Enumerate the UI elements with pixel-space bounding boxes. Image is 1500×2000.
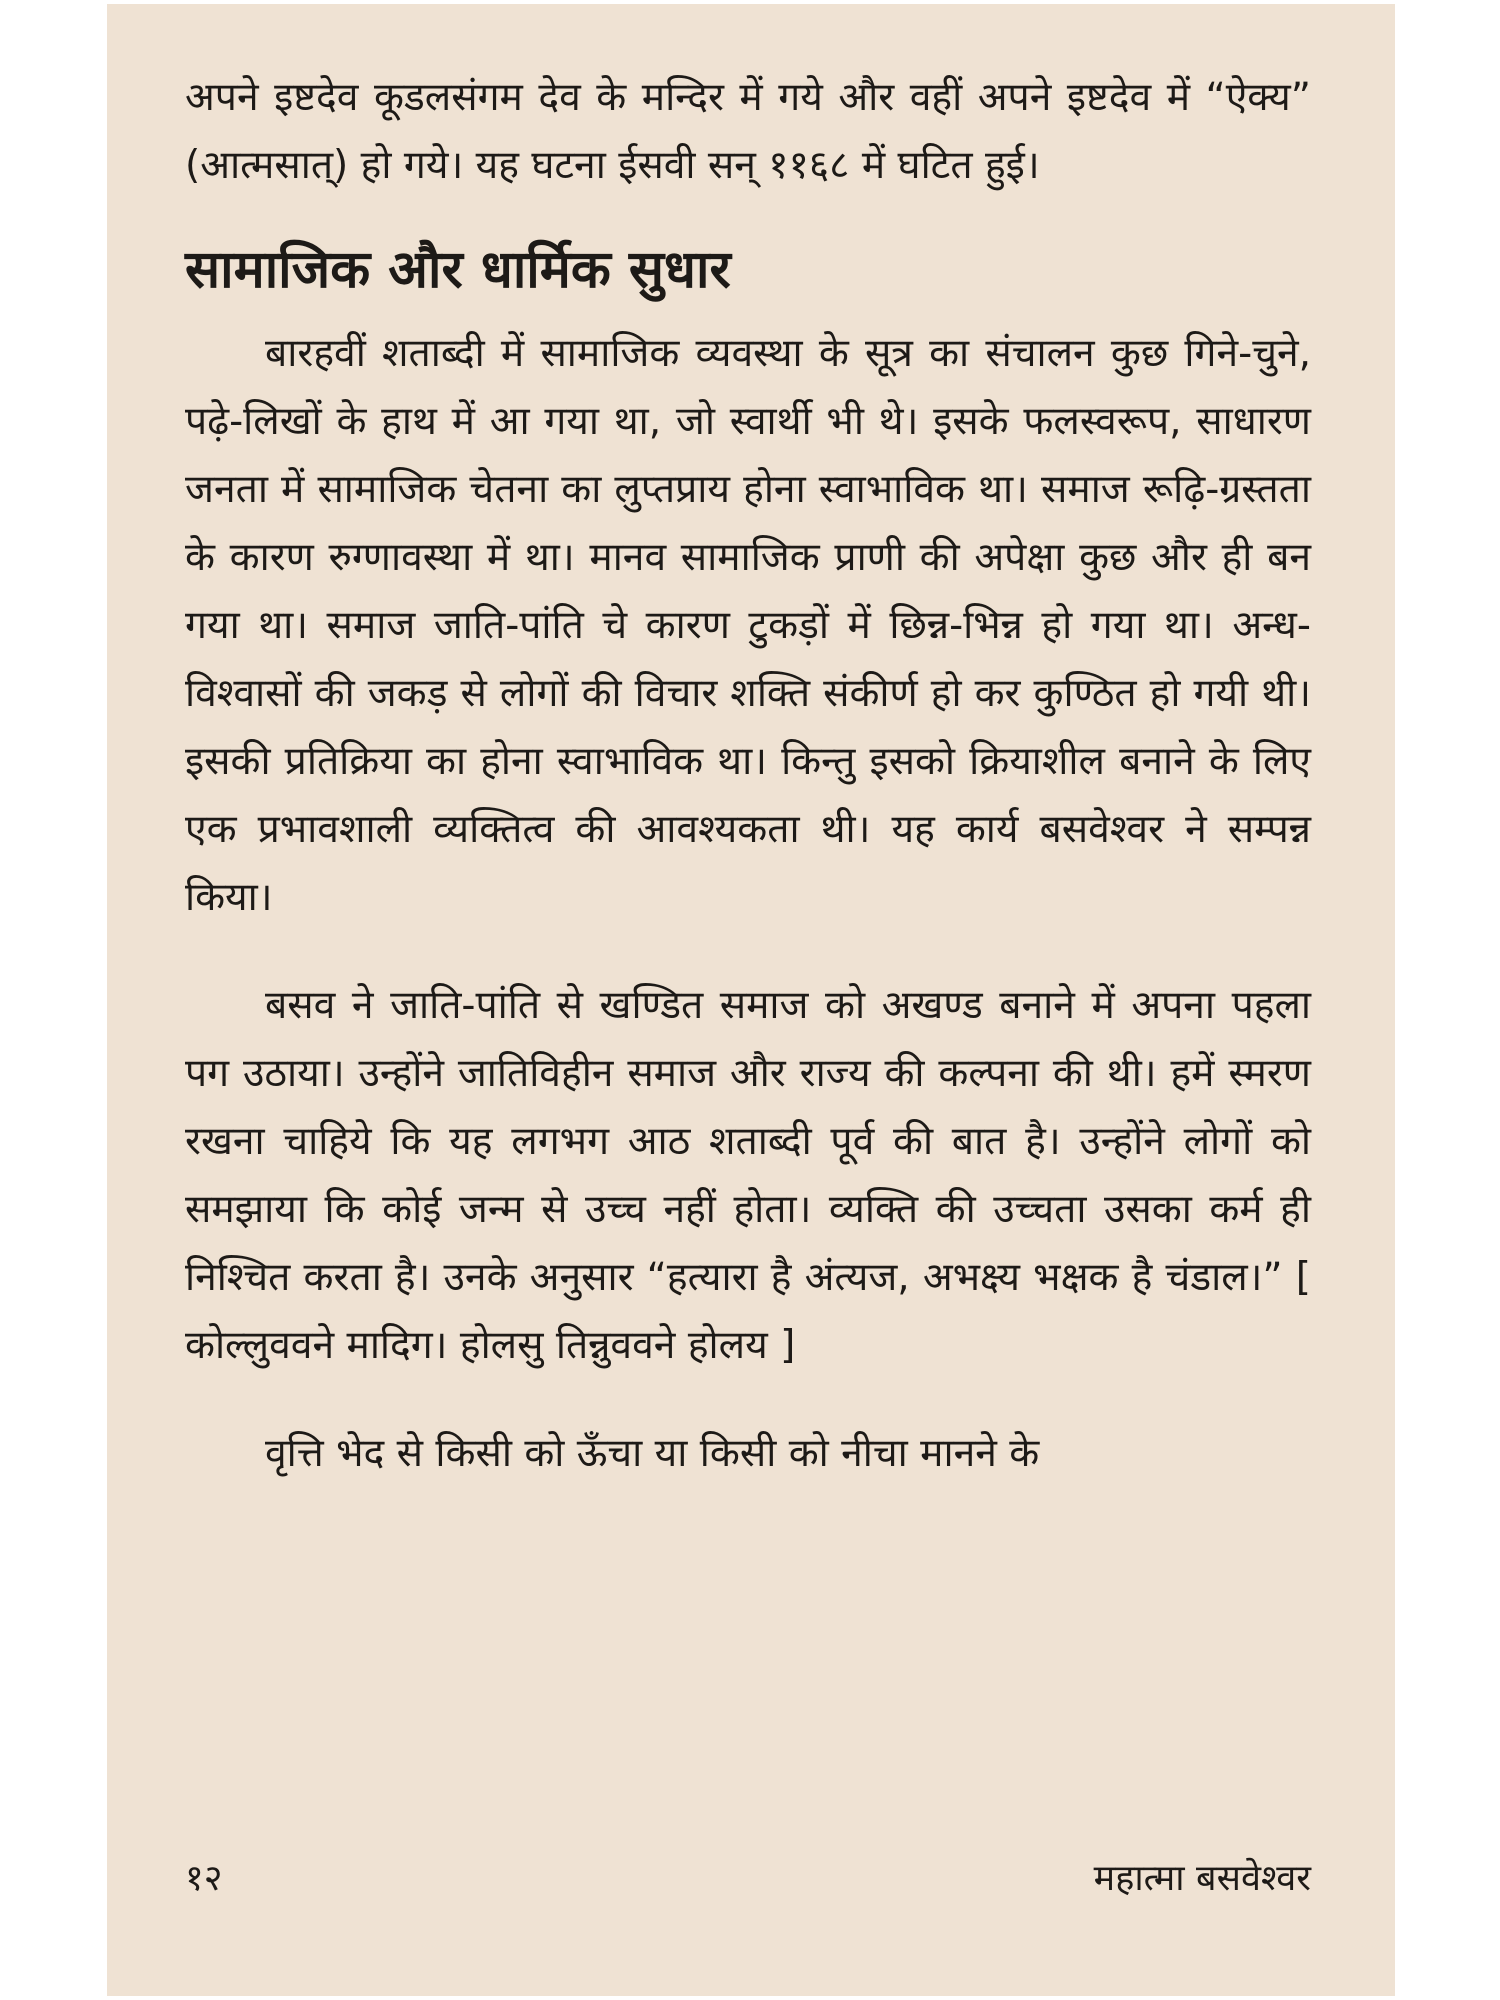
book-page <box>107 4 1395 1996</box>
body-paragraph-2: बसव ने जाति-पांति से खण्डित समाज को अखण्ड बनाने में अपना पहला पग उठाया। उन्होंने जातिविहीन समाज और राज्य की कल्पना की थी। हमें स्मरण रखना चाहिये कि यह लगभग आठ शताब्दी पूर्व की बात है। उन्होंने लोगों को समझाया कि कोई जन्म से उच्च नहीं होता। व्यक्ति की उच्चता उसका कर्म ही निश्चित करता है। उनके अनुसार “हत्यारा है अंत्यज, अभक्ष्य भक्षक है चंडाल।” [ कोल्लुववने मादिग। होलसु तिन्नुववने होलय ] <box>185 983 1311 1368</box>
page-footer <box>185 1852 1311 1912</box>
running-title: महात्मा बसवेश्वर <box>1093 1858 1311 1899</box>
paragraph-gap <box>185 1380 1311 1420</box>
section-heading: सामाजिक और धार्मिक सुधार <box>185 240 731 300</box>
paragraph-gap <box>185 932 1311 972</box>
intro-paragraph: अपने इष्टदेव कूडलसंगम देव के मन्दिर में गये और वहीं अपने इष्टदेव में “ऐक्य” (आत्मसात्) हो गये। यह घटना ईसवी सन् ११६८ में घटित हुई। <box>185 75 1311 188</box>
body-paragraph-1: बारहवीं शताब्दी में सामाजिक व्यवस्था के सूत्र का संचालन कुछ गिने-चुने, पढ़े-लिखों के हाथ में आ गया था, जो स्वार्थी भी थे। इसके फलस्वरूप, साधारण जनता में सामाजिक चेतना का लुप्तप्राय होना स्वाभाविक था। समाज रूढ़ि-ग्रस्तता के कारण रुग्णावस्था में था। मानव सामाजिक प्राणी की अपेक्षा कुछ और ही बन गया था। समाज जाति-पांति चे कारण टुकड़ों में छिन्न-भिन्न हो गया था। अन्ध-विश्वासों की जकड़ से लोगों की विचार शक्ति संकीर्ण हो कर कुण्ठित हो गयी थी। इसकी प्रतिक्रिया का होना स्वाभाविक था। किन्तु इसको क्रियाशील बनाने के लिए एक प्रभावशाली व्यक्तित्व की आवश्यकता थी। यह कार्य बसवेश्वर ने सम्पन्न किया। <box>185 331 1311 920</box>
page-number: १२ <box>185 1858 223 1899</box>
page-text-column <box>185 64 1311 1488</box>
body-paragraph-3: वृत्ति भेद से किसी को ऊँचा या किसी को नीचा मानने के <box>265 1431 1040 1476</box>
